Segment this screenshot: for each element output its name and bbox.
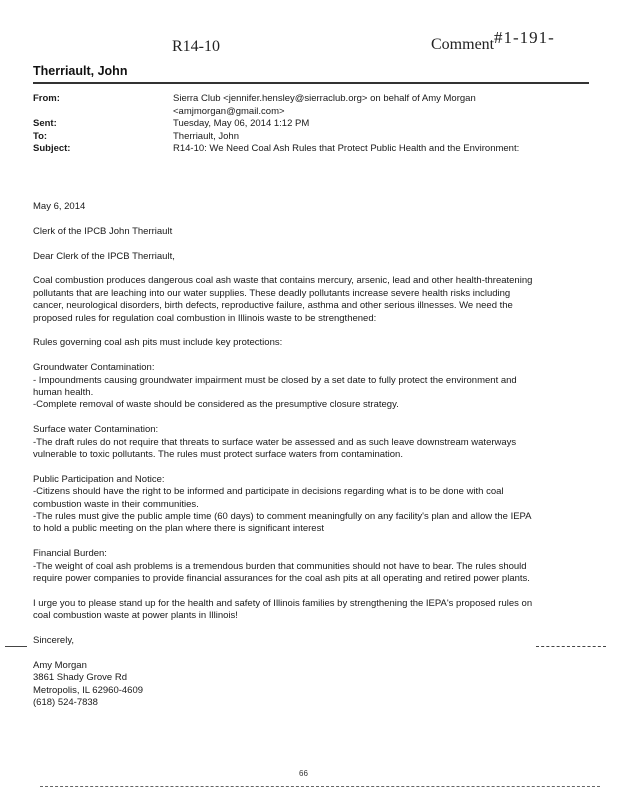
to-row [33,131,593,144]
financial-burden-heading: Financial Burden: [33,548,107,560]
sender-name: Amy Morgan [33,659,87,671]
closing-paragraph: I urge you to please stand up for the health and safety of Illinois families by strengthening the IEPA's proposed rules on coal combustion waste at power plants in Illinois! [33,597,533,622]
surface-water-section: Surface water Contamination: -The draft rules do not require that threats to surface water be assessed and as such leave downstream waterways vulnerable to toxic pollutants. The rules must protect surface waters from contamination. [33,424,593,461]
header-rule [33,82,589,84]
scan-mark-right [536,646,606,647]
footer-scan-line [40,786,600,787]
salutation: Dear Clerk of the IPCB Therriault, [33,250,175,262]
sent-label: Sent: [33,118,57,129]
sender-city: Metropolis, IL 62960-4609 [33,684,144,696]
sender-phone: (618) 524-7838 [33,697,98,709]
financial-burden-section: Financial Burden: -The weight of coal ash problems is a tremendous burden that communities should not have to bear. The rules should require power companies to provide financial assurances for the coal ash pits at all operating and retired power plants. [33,548,593,585]
from-row [33,93,593,118]
email-metadata [33,93,593,156]
letter-body [33,201,593,722]
sender-street: 3861 Shady Grove Rd [33,672,128,684]
to-label: To: [33,130,48,142]
letter-date: May 6, 2014 [33,201,86,212]
rules-statement: Rules governing coal ash pits must include key protections: [33,337,283,349]
sender-address [33,660,593,710]
public-participation-heading: Public Participation and Notice: [33,473,165,485]
scan-mark-left [5,646,27,647]
subject-value: R14-10: We Need Coal Ash Rules that Protect Public Health and the Environment: [173,143,520,154]
addressee: Clerk of the IPCB John Therriault [33,225,173,237]
comment-label: Comment [431,36,495,53]
sent-value: Tuesday, May 06, 2014 1:12 PM [173,118,310,129]
to-value: Therriault, John [173,130,240,142]
public-participation-section: Public Participation and Notice: -Citizens should have the right to be informed and participate in decisions regarding what is to be done with coal combustion waste in their communities. -The rules must give the public ample time (60 days) to comment meaningfully on any facility's plan and allow the IEPA to hold a public meeting on the plan where there is significant interest [33,474,593,536]
sent-row [33,118,593,131]
recipient-name: Therriault, John [33,64,128,78]
subject-label: Subject: [33,143,71,154]
comment-number-stamp: #1-191- [494,28,555,47]
page-number: 66 [299,769,308,778]
groundwater-heading: Groundwater Contamination: [33,362,155,374]
from-value: Sierra Club <jennifer.hensley@sierraclub.org> on behalf of Amy Morgan <amjmorgan@gmail.com> [173,93,476,117]
from-label: From: [33,93,60,104]
sign-off: Sincerely, [33,635,75,647]
surface-water-heading: Surface water Contamination: [33,424,159,436]
intro-paragraph: Coal combustion produces dangerous coal ash waste that contains mercury, arsenic, lead and other health-threatening pollutants that are leaching into our water supplies. These deadly pollutants increase severe health risks including cancer, neurological disorders, birth defects, reproductive failure, asthma and other serious illnesses. We need the proposed rules for regulation coal combustion in Illinois waste to be strengthened: [33,275,533,324]
subject-row [33,143,593,156]
groundwater-section: Groundwater Contamination: - Impoundments causing groundwater impairment must be closed by a set date to fully protect the environment and human health. -Complete removal of waste should be considered as the presumptive closure strategy. [33,362,593,412]
docket-number: R14-10 [172,38,220,55]
